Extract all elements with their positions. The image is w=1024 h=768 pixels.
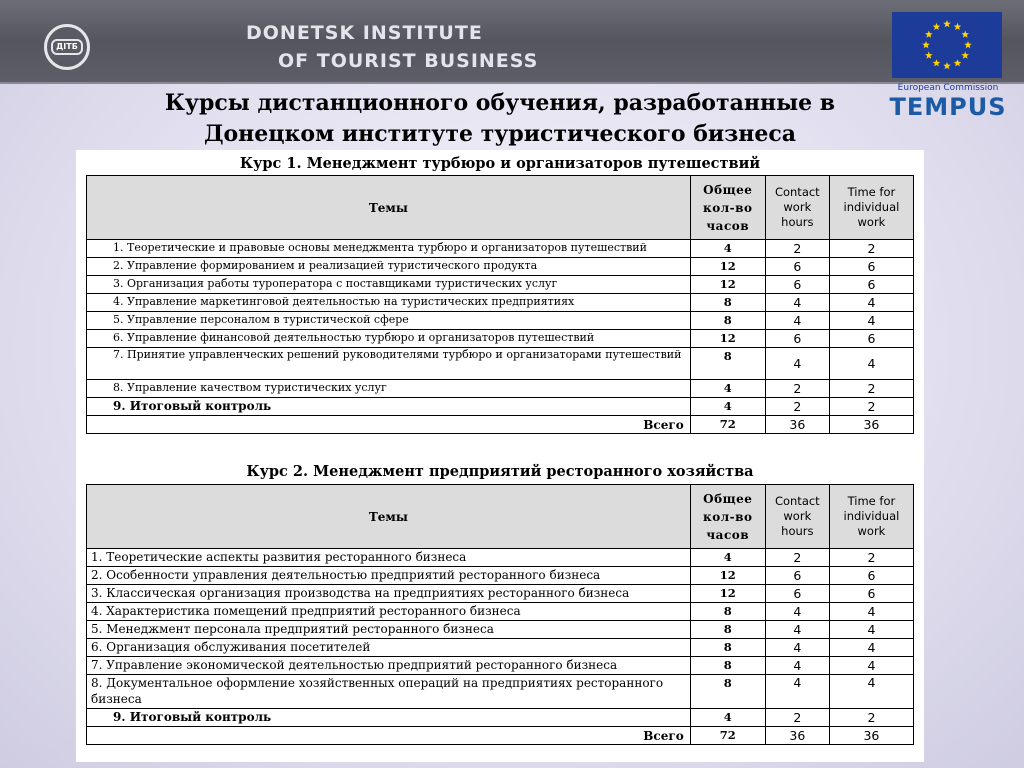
eu-star-icon xyxy=(943,20,951,27)
table-row: 9. Итоговый контроль 4 2 2 xyxy=(87,709,914,727)
table-row: 7. Принятие управленческих решений руководителями турбюро и организаторами путешествий 8 4 4 xyxy=(87,348,914,380)
document-panel xyxy=(76,150,924,762)
course1-caption: Курс 1. Менеджмент турбюро и организаторов путешествий xyxy=(239,155,761,172)
table-row: 8. Управление качеством туристических услуг 4 2 2 xyxy=(87,380,914,398)
table-row: 7. Управление экономической деятельностью предприятий ресторанного бизнеса 8 4 4 xyxy=(87,657,914,675)
page-title xyxy=(120,88,880,150)
eu-star-icon xyxy=(943,62,951,69)
title-line2: Донецком институте туристического бизнеса xyxy=(203,121,797,147)
title-line1: Курсы дистанционного обучения, разработанные в xyxy=(164,90,836,116)
eu-star-icon xyxy=(961,52,969,59)
eu-star-icon xyxy=(954,59,962,66)
col-topics: Темы xyxy=(87,176,691,240)
table-row: 5. Менеджмент персонала предприятий ресторанного бизнеса 8 4 4 xyxy=(87,621,914,639)
eu-star-icon xyxy=(954,23,962,30)
col-individual-work: Time for individual work xyxy=(829,485,913,549)
eu-star-icon xyxy=(922,41,930,48)
institute-logo xyxy=(44,24,90,70)
eu-star-icon xyxy=(964,41,972,48)
table-row: 4. Управление маркетинговой деятельностью на туристических предприятиях 8 4 4 xyxy=(87,294,914,312)
col-total-hours: Общее кол-во часов xyxy=(690,485,765,549)
institute-name-line2: OF TOURIST BUSINESS xyxy=(278,50,539,72)
eu-star-icon xyxy=(933,59,941,66)
table-row: 2. Особенности управления деятельностью предприятий ресторанного бизнеса 12 6 6 xyxy=(87,567,914,585)
table-row: 1. Теоретические аспекты развития ресторанного бизнеса 4 2 2 xyxy=(87,549,914,567)
col-topics: Темы xyxy=(87,485,691,549)
table-row: 3. Классическая организация производства на предприятиях ресторанного бизнеса 12 6 6 xyxy=(87,585,914,603)
table-row: 9. Итоговый контроль 4 2 2 xyxy=(87,398,914,416)
total-row: Всего 72 36 36 xyxy=(87,727,914,745)
header-bar xyxy=(0,0,1024,84)
table-row: 5. Управление персоналом в туристической сфере 8 4 4 xyxy=(87,312,914,330)
table-row: 8. Документальное оформление хозяйственных операций на предприятиях ресторанного бизнеса 8 4 4 xyxy=(87,675,914,709)
col-individual-work: Time for individual work xyxy=(829,176,913,240)
col-contact-hours: Contact work hours xyxy=(765,176,829,240)
table-row: 4. Характеристика помещений предприятий ресторанного бизнеса 8 4 4 xyxy=(87,603,914,621)
total-row: Всего 72 36 36 xyxy=(87,416,914,434)
logo-text: ДІТБ xyxy=(51,39,83,55)
table-row: 6. Организация обслуживания посетителей 8 4 4 xyxy=(87,639,914,657)
course2-table xyxy=(86,484,914,745)
table-row: 2. Управление формированием и реализацией туристического продукта 12 6 6 xyxy=(87,258,914,276)
col-contact-hours: Contact work hours xyxy=(765,485,829,549)
eu-star-icon xyxy=(925,52,933,59)
tempus-logo: TEMPUS xyxy=(889,93,1007,121)
eu-star-icon xyxy=(933,23,941,30)
eu-flag-icon xyxy=(892,12,1002,78)
eu-star-icon xyxy=(961,31,969,38)
table-row: 3. Организация работы туроператора с поставщиками туристических услуг 12 6 6 xyxy=(87,276,914,294)
table-row: 1. Теоретические и правовые основы менеджмента турбюро и организаторов путешествий 4 2 2 xyxy=(87,240,914,258)
course1-table xyxy=(86,175,914,434)
course2-caption: Курс 2. Менеджмент предприятий ресторанного хозяйства xyxy=(246,463,754,480)
eu-star-icon xyxy=(925,31,933,38)
table-row: 6. Управление финансовой деятельностью турбюро и организаторов путешествий 12 6 6 xyxy=(87,330,914,348)
european-commission-label: European Commission xyxy=(897,83,999,93)
col-total-hours: Общее кол-во часов xyxy=(690,176,765,240)
institute-name-line1: DONETSK INSTITUTE xyxy=(246,22,483,44)
